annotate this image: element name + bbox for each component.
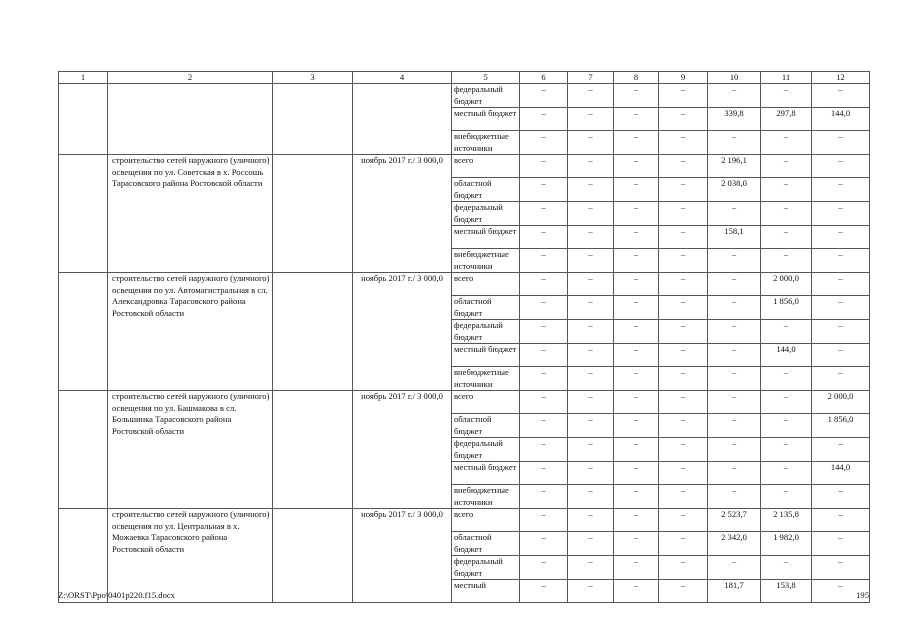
amount-cell: –: [659, 296, 708, 320]
amount-cell: 144,0: [812, 108, 870, 131]
amount-cell: –: [761, 391, 812, 414]
column-number-4: 4: [353, 72, 452, 84]
amount-cell: –: [520, 84, 568, 108]
amount-cell: –: [568, 344, 614, 367]
amount-cell: –: [520, 249, 568, 273]
funding-source-cell: всего: [452, 509, 520, 532]
amount-cell: 2 342,0: [708, 532, 761, 556]
amount-cell: –: [812, 438, 870, 462]
amount-cell: 181,7: [708, 580, 761, 603]
amount-cell: –: [614, 462, 659, 485]
amount-cell: –: [568, 414, 614, 438]
amount-cell: –: [614, 485, 659, 509]
amount-cell: –: [520, 391, 568, 414]
amount-cell: –: [659, 485, 708, 509]
amount-cell: –: [708, 296, 761, 320]
funding-source-cell: федеральный бюджет: [452, 320, 520, 344]
amount-cell: –: [812, 556, 870, 580]
amount-cell: –: [708, 556, 761, 580]
amount-cell: –: [614, 249, 659, 273]
amount-cell: –: [520, 178, 568, 202]
column-number-6: 6: [520, 72, 568, 84]
amount-cell: 1 982,0: [761, 532, 812, 556]
amount-cell: –: [659, 108, 708, 131]
amount-cell: –: [761, 226, 812, 249]
deadline-cost-cell: ноябрь 2017 г./ 3 000,0: [353, 391, 452, 509]
column-number-12: 12: [812, 72, 870, 84]
amount-cell: –: [614, 155, 659, 178]
amount-cell: –: [708, 462, 761, 485]
amount-cell: –: [614, 509, 659, 532]
column-number-11: 11: [761, 72, 812, 84]
amount-cell: –: [812, 226, 870, 249]
column-number-2: 2: [108, 72, 273, 84]
amount-cell: –: [812, 249, 870, 273]
amount-cell: –: [812, 320, 870, 344]
amount-cell: –: [761, 367, 812, 391]
amount-cell: –: [659, 532, 708, 556]
amount-cell: 2 196,1: [708, 155, 761, 178]
amount-cell: –: [520, 462, 568, 485]
amount-cell: –: [568, 178, 614, 202]
amount-cell: –: [812, 532, 870, 556]
amount-cell: –: [614, 296, 659, 320]
amount-cell: –: [659, 344, 708, 367]
column-3-cell: [273, 155, 353, 273]
amount-cell: –: [614, 367, 659, 391]
amount-cell: –: [520, 273, 568, 296]
amount-cell: –: [520, 296, 568, 320]
amount-cell: –: [568, 438, 614, 462]
funding-source-cell: внебюджетные источники: [452, 249, 520, 273]
amount-cell: –: [708, 438, 761, 462]
column-number-8: 8: [614, 72, 659, 84]
amount-cell: –: [659, 580, 708, 603]
amount-cell: 2 038,0: [708, 178, 761, 202]
table-row: [59, 273, 870, 296]
object-name-cell: строительство сетей наружного (уличного) освещения по ул. Центральная в х. Можаевка Тарасовского района Ростовской области: [108, 509, 273, 603]
amount-cell: –: [520, 414, 568, 438]
amount-cell: 2 523,7: [708, 509, 761, 532]
funding-source-cell: федеральный бюджет: [452, 84, 520, 108]
page-number: 195: [856, 590, 869, 600]
object-name-cell: строительство сетей наружного (уличного) освещения по ул. Башмакова в сл. Большинка Тарасовского района Ростовской области: [108, 391, 273, 509]
amount-cell: –: [761, 131, 812, 155]
table-row: [59, 509, 870, 532]
amount-cell: –: [520, 438, 568, 462]
file-path: Z:\ORST\Ppo\0401p220.f15.docx: [58, 590, 175, 600]
amount-cell: –: [761, 414, 812, 438]
funding-source-cell: внебюджетные источники: [452, 131, 520, 155]
amount-cell: –: [520, 202, 568, 226]
amount-cell: –: [614, 202, 659, 226]
amount-cell: –: [614, 556, 659, 580]
table-row: [59, 391, 870, 414]
funding-source-cell: местный бюджет: [452, 108, 520, 131]
amount-cell: –: [614, 438, 659, 462]
funding-source-cell: местный бюджет: [452, 226, 520, 249]
funding-source-cell: федеральный бюджет: [452, 438, 520, 462]
funding-source-cell: всего: [452, 391, 520, 414]
funding-source-cell: всего: [452, 155, 520, 178]
amount-cell: –: [659, 178, 708, 202]
amount-cell: –: [568, 532, 614, 556]
amount-cell: –: [708, 485, 761, 509]
amount-cell: –: [812, 580, 870, 603]
amount-cell: –: [568, 485, 614, 509]
amount-cell: –: [614, 178, 659, 202]
amount-cell: –: [708, 273, 761, 296]
column-3-cell: [273, 273, 353, 391]
column-3-cell: [273, 84, 353, 155]
budget-table: [58, 71, 870, 603]
amount-cell: –: [708, 367, 761, 391]
deadline-cost-cell: [353, 84, 452, 155]
funding-source-cell: областной бюджет: [452, 414, 520, 438]
deadline-cost-cell: ноябрь 2017 г./ 3 000,0: [353, 273, 452, 391]
deadline-cost-cell: ноябрь 2017 г./ 3 000,0: [353, 155, 452, 273]
amount-cell: –: [659, 462, 708, 485]
amount-cell: –: [708, 249, 761, 273]
amount-cell: –: [812, 296, 870, 320]
amount-cell: –: [520, 532, 568, 556]
amount-cell: –: [708, 344, 761, 367]
amount-cell: –: [659, 249, 708, 273]
amount-cell: –: [614, 84, 659, 108]
column-number-7: 7: [568, 72, 614, 84]
column-number-1: 1: [59, 72, 108, 84]
amount-cell: –: [812, 131, 870, 155]
funding-source-cell: областной бюджет: [452, 296, 520, 320]
amount-cell: –: [568, 226, 614, 249]
amount-cell: 2 000,0: [812, 391, 870, 414]
amount-cell: –: [568, 273, 614, 296]
funding-source-cell: областной бюджет: [452, 532, 520, 556]
column-number-3: 3: [273, 72, 353, 84]
deadline-cost-cell: ноябрь 2017 г./ 3 000,0: [353, 509, 452, 603]
row-index-cell: [59, 273, 108, 391]
amount-cell: –: [614, 108, 659, 131]
amount-cell: –: [659, 202, 708, 226]
funding-source-cell: местный: [452, 580, 520, 603]
amount-cell: –: [659, 367, 708, 391]
row-index-cell: [59, 84, 108, 155]
funding-source-cell: местный бюджет: [452, 344, 520, 367]
amount-cell: –: [520, 226, 568, 249]
amount-cell: 158,1: [708, 226, 761, 249]
amount-cell: –: [708, 320, 761, 344]
amount-cell: –: [659, 509, 708, 532]
funding-source-cell: внебюджетные источники: [452, 367, 520, 391]
amount-cell: –: [812, 344, 870, 367]
column-number-10: 10: [708, 72, 761, 84]
amount-cell: 1 856,0: [761, 296, 812, 320]
amount-cell: –: [812, 202, 870, 226]
amount-cell: –: [812, 178, 870, 202]
amount-cell: –: [568, 556, 614, 580]
amount-cell: –: [614, 344, 659, 367]
funding-source-cell: всего: [452, 273, 520, 296]
column-number-9: 9: [659, 72, 708, 84]
amount-cell: –: [761, 155, 812, 178]
amount-cell: 339,8: [708, 108, 761, 131]
amount-cell: –: [614, 532, 659, 556]
object-name-cell: [108, 84, 273, 155]
amount-cell: –: [520, 367, 568, 391]
amount-cell: –: [761, 438, 812, 462]
column-number-5: 5: [452, 72, 520, 84]
amount-cell: –: [708, 84, 761, 108]
amount-cell: –: [761, 485, 812, 509]
amount-cell: –: [568, 580, 614, 603]
amount-cell: 297,8: [761, 108, 812, 131]
amount-cell: –: [520, 320, 568, 344]
amount-cell: –: [659, 414, 708, 438]
column-3-cell: [273, 509, 353, 603]
column-3-cell: [273, 391, 353, 509]
funding-source-cell: федеральный бюджет: [452, 202, 520, 226]
amount-cell: 2 135,8: [761, 509, 812, 532]
amount-cell: –: [568, 84, 614, 108]
amount-cell: –: [708, 202, 761, 226]
amount-cell: –: [520, 131, 568, 155]
amount-cell: –: [659, 155, 708, 178]
amount-cell: 153,8: [761, 580, 812, 603]
amount-cell: –: [568, 155, 614, 178]
amount-cell: –: [812, 509, 870, 532]
amount-cell: –: [761, 462, 812, 485]
object-name-cell: строительство сетей наружного (уличного) освещения по ул. Автомагистральная в сл. Александровка Тарасовского района Ростовской области: [108, 273, 273, 391]
amount-cell: 2 000,0: [761, 273, 812, 296]
amount-cell: –: [520, 556, 568, 580]
amount-cell: –: [614, 414, 659, 438]
amount-cell: –: [520, 344, 568, 367]
amount-cell: –: [614, 391, 659, 414]
amount-cell: –: [812, 485, 870, 509]
amount-cell: –: [568, 462, 614, 485]
amount-cell: –: [761, 178, 812, 202]
amount-cell: –: [812, 367, 870, 391]
amount-cell: –: [614, 273, 659, 296]
amount-cell: –: [708, 414, 761, 438]
amount-cell: –: [520, 509, 568, 532]
amount-cell: –: [659, 273, 708, 296]
header-row: [59, 72, 870, 84]
amount-cell: –: [568, 296, 614, 320]
amount-cell: –: [812, 84, 870, 108]
funding-source-cell: внебюджетные источники: [452, 485, 520, 509]
amount-cell: –: [520, 580, 568, 603]
amount-cell: –: [761, 84, 812, 108]
amount-cell: –: [568, 367, 614, 391]
amount-cell: –: [568, 509, 614, 532]
amount-cell: –: [520, 485, 568, 509]
amount-cell: –: [520, 155, 568, 178]
row-index-cell: [59, 391, 108, 509]
funding-source-cell: областной бюджет: [452, 178, 520, 202]
amount-cell: –: [568, 131, 614, 155]
amount-cell: –: [812, 155, 870, 178]
amount-cell: 1 856,0: [812, 414, 870, 438]
amount-cell: –: [520, 108, 568, 131]
amount-cell: –: [659, 556, 708, 580]
funding-source-cell: федеральный бюджет: [452, 556, 520, 580]
amount-cell: –: [761, 202, 812, 226]
amount-cell: –: [659, 84, 708, 108]
amount-cell: –: [568, 249, 614, 273]
amount-cell: 144,0: [812, 462, 870, 485]
amount-cell: –: [659, 391, 708, 414]
amount-cell: –: [568, 108, 614, 131]
amount-cell: –: [568, 320, 614, 344]
row-index-cell: [59, 155, 108, 273]
object-name-cell: строительство сетей наружного (уличного) освещения по ул. Советская в х. Россошь Тарасовского района Ростовской области: [108, 155, 273, 273]
amount-cell: –: [812, 273, 870, 296]
row-index-cell: [59, 509, 108, 603]
amount-cell: –: [614, 131, 659, 155]
funding-source-cell: местный бюджет: [452, 462, 520, 485]
amount-cell: –: [568, 391, 614, 414]
amount-cell: 144,0: [761, 344, 812, 367]
amount-cell: –: [659, 320, 708, 344]
amount-cell: –: [761, 556, 812, 580]
table-row: [59, 84, 870, 108]
amount-cell: –: [659, 226, 708, 249]
column-number-header: [59, 72, 870, 84]
table-row: [59, 155, 870, 178]
amount-cell: –: [708, 131, 761, 155]
amount-cell: –: [614, 580, 659, 603]
amount-cell: –: [614, 226, 659, 249]
amount-cell: –: [659, 131, 708, 155]
amount-cell: –: [708, 391, 761, 414]
amount-cell: –: [761, 320, 812, 344]
amount-cell: –: [761, 249, 812, 273]
table-body: [59, 84, 870, 603]
amount-cell: –: [659, 438, 708, 462]
amount-cell: –: [614, 320, 659, 344]
amount-cell: –: [568, 202, 614, 226]
